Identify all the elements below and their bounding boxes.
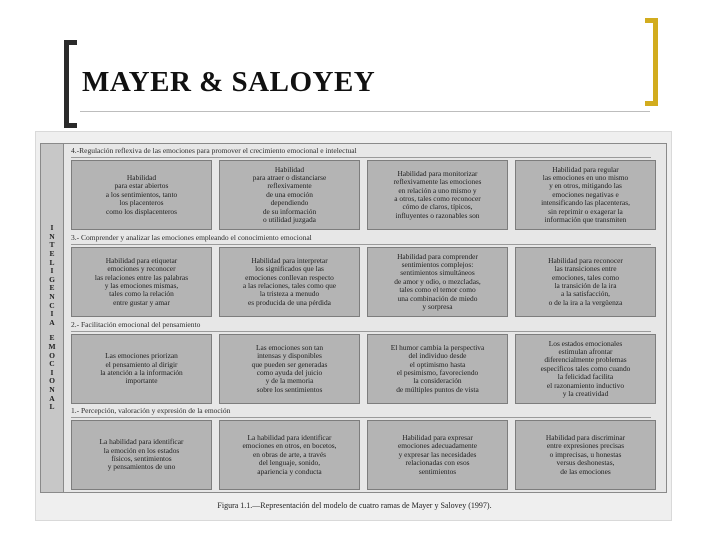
ability-text-line: reflexivamente las emociones <box>393 177 482 187</box>
ability-text-line: físicos, sentimientos <box>111 454 172 463</box>
side_label_bottom-letter: I <box>50 367 54 377</box>
ability-text-line: emociones, tales como <box>551 272 620 282</box>
ability-text-line: Habilidad para regular <box>552 164 619 174</box>
branch-header: 3.- Comprender y analizar las emociones empleando el conocimiento emocional <box>71 233 651 245</box>
ability-text-line: Las emociones priorizan <box>105 351 178 361</box>
ability-text-line: a otros, tales como reconocer <box>394 194 481 203</box>
ability-text-line: emociones y reconocer <box>107 264 176 274</box>
ability-text-line: sobre los sentimientos <box>256 384 323 394</box>
ability-text-line: específicos tales como cuando <box>540 363 631 373</box>
ability-text-line: las relaciones entre las palabras <box>94 272 189 282</box>
side_label_bottom-letter: M <box>48 341 56 351</box>
ability-text-line: La habilidad para identificar <box>99 437 184 447</box>
ability-text-line: emociones en otros, en bocetos, <box>242 441 337 451</box>
ability-text-line: Los estados emocionales <box>548 338 623 348</box>
ability-text-line: en obras de arte, a través <box>252 449 327 459</box>
branch-header: 2.- Facilitación emocional del pensamiento <box>71 320 651 332</box>
ability-text-line: cómo de claros, típicos, <box>402 202 473 212</box>
ability-text-line: o imprecisas, u honestas <box>549 449 622 459</box>
ability-text-line: tales como el temor como <box>399 285 476 295</box>
side_label_top-letter: I <box>50 266 54 276</box>
ability-text-line: las transiciones entre <box>554 264 617 274</box>
ability-text-line: y en otros, mitigando las <box>549 181 622 191</box>
ability-text-line: del individuo desde <box>408 351 467 361</box>
ability-text-line: emociones conllevan respecto <box>245 272 334 282</box>
ability-text-line: importante <box>125 376 158 386</box>
ability-box <box>367 334 508 404</box>
ability-text-line: el razonamiento inductivo <box>546 380 625 390</box>
ability-box <box>71 420 212 490</box>
side-label-strip <box>41 144 64 492</box>
ability-text-line: de las emociones <box>560 466 611 476</box>
ability-text-line: sentimientos simultáneos <box>400 268 475 278</box>
ability-text-line: a las relaciones, tales como que <box>242 281 337 290</box>
ability-box <box>71 247 212 317</box>
title-bracket-left-top <box>64 40 77 45</box>
ability-text-line: diferencialmente problemas <box>544 355 627 365</box>
ability-text-line: el optimismo hasta <box>409 359 466 369</box>
ability-box <box>515 247 656 317</box>
ability-text-line: y expresar las necesidades <box>398 449 477 459</box>
ability-text-line: de múltiples puntos de vista <box>396 384 479 394</box>
title-bracket-right-bottom <box>645 101 658 106</box>
side_label_top-letter: E <box>49 283 55 293</box>
ability-text-line: emociones adecuadamente <box>398 441 477 451</box>
side_label_bottom-letter: O <box>49 350 55 360</box>
side_label_bottom-letter: N <box>49 384 55 394</box>
ability-text-line: los placenteros <box>119 198 164 208</box>
ability-box <box>219 247 360 317</box>
ability-text-line: Habilidad para reconocer <box>548 255 623 265</box>
ability-text-line: la tristeza a menudo <box>259 289 320 299</box>
ability-text-line: Habilidad <box>274 164 305 174</box>
ability-text-line: dependiendo <box>270 198 309 208</box>
ability-text-line: El humor cambia la perspectiva <box>390 342 485 352</box>
ability-box <box>219 160 360 230</box>
ability-text-line: Habilidad para expresar <box>402 432 473 442</box>
ability-text-line: de su información <box>262 206 317 216</box>
ability-text-line: las emociones en uno mismo <box>542 172 629 182</box>
ability-text-line: la emoción en los estados <box>103 445 180 455</box>
title-divider <box>80 111 650 112</box>
ability-text-line: del lenguaje, sonido, <box>258 458 321 468</box>
side_label_bottom-letter: E <box>49 333 55 343</box>
title-bracket-right-top <box>645 18 658 23</box>
side_label_top-letter: G <box>49 274 55 284</box>
title-bracket-left <box>64 40 69 128</box>
figure-caption: Figura 1.1.—Representación del modelo de cuatro ramas de Mayer y Salovey (1997). <box>217 501 492 510</box>
side_label_top-letter: A <box>49 317 55 327</box>
ability-text-line: La habilidad para identificar <box>247 432 332 442</box>
side_label_top-letter: L <box>49 257 55 267</box>
ability-text-line: a la satisfacción, <box>560 289 611 299</box>
ability-text-line: el pensamiento al dirigir <box>105 359 178 369</box>
ability-box <box>219 420 360 490</box>
ability-text-line: los significados que las <box>255 264 324 274</box>
ability-text-line: de una emoción <box>266 189 313 199</box>
ability-text-line: y las emociones mismas, <box>104 281 179 290</box>
ability-text-line: emociones negativas e <box>552 189 619 199</box>
side_label_top-letter: T <box>49 240 55 250</box>
side_label_bottom-letter: A <box>49 393 55 403</box>
ability-text-line: Habilidad para interpretar <box>251 255 328 265</box>
ability-text-line: apariencia y conducta <box>257 466 322 476</box>
side_label_top-letter: C <box>49 300 55 310</box>
ability-text-line: versus deshonestas, <box>556 458 615 468</box>
ability-text-line: como ayuda del juicio <box>256 368 323 377</box>
side_label_bottom-letter: O <box>49 376 55 386</box>
ability-text-line: intensificando las placenteras, <box>541 198 630 208</box>
ability-text-line: la atención a la información <box>100 368 183 377</box>
side_label_top-letter: N <box>49 231 55 241</box>
ability-text-line: Habilidad para comprender <box>397 251 478 261</box>
ability-text-line: la transición de la ira <box>554 281 617 290</box>
ability-text-line: entre expresiones precisas <box>546 441 625 451</box>
four-branch-diagram <box>40 143 667 493</box>
ability-text-line: tales como la relación <box>109 289 174 299</box>
side_label_top-letter: I <box>50 223 54 233</box>
side_label_top-letter: E <box>49 249 55 259</box>
title-bracket-right <box>653 18 658 106</box>
ability-box <box>219 334 360 404</box>
ability-text-line: para atraer o distanciarse <box>252 172 327 182</box>
ability-text-line: para estar abiertos <box>114 181 169 191</box>
ability-text-line: Habilidad para etiquetar <box>105 255 178 265</box>
branch-header: 4.-Regulación reflexiva de las emociones para promover el crecimiento emocional e intelectual <box>71 146 651 158</box>
ability-text-line: estimulan afrontar <box>558 346 613 356</box>
side_label_top-letter: N <box>49 292 55 302</box>
ability-text-line: o de la ira a la vergüenza <box>548 297 623 307</box>
ability-box <box>515 420 656 490</box>
ability-text-line: entre gustar y amar <box>113 297 170 307</box>
ability-text-line: la consideración <box>413 376 462 386</box>
ability-text-line: una combinación de miedo <box>397 293 478 303</box>
ability-box <box>367 160 508 230</box>
title-bracket-left-bottom <box>64 123 77 128</box>
ability-box <box>515 160 656 230</box>
ability-box <box>367 420 508 490</box>
ability-text-line: relacionadas con esos <box>405 458 470 468</box>
ability-text-line: y sorpresa <box>422 302 453 312</box>
ability-text-line: en relación a uno mismo y <box>398 185 477 195</box>
ability-box <box>515 334 656 404</box>
side_label_bottom-letter: C <box>49 359 55 369</box>
ability-text-line: Las emociones son tan <box>255 342 324 352</box>
slide-title: MAYER & SALOYEY <box>82 66 376 98</box>
ability-text-line: el pesimismo, favoreciendo <box>396 368 479 377</box>
ability-text-line: Habilidad para monitorizar <box>397 168 478 178</box>
side_label_bottom-letter: L <box>49 402 55 412</box>
ability-text-line: y pensamientos de uno <box>107 462 176 472</box>
scanned-figure <box>35 131 672 521</box>
ability-text-line: es producida de una pérdida <box>248 297 331 307</box>
ability-text-line: sentimientos <box>418 466 457 476</box>
ability-text-line: sentimientos complejos: <box>401 259 474 269</box>
ability-box <box>367 247 508 317</box>
ability-box <box>71 334 212 404</box>
ability-text-line: intensas y disponibles <box>257 351 322 361</box>
ability-text-line: y de la memoria <box>265 376 314 386</box>
ability-box <box>71 160 212 230</box>
ability-text-line: información que transmiten <box>544 215 627 225</box>
branch-header: 1.- Percepción, valoración y expresión de la emoción <box>71 406 651 418</box>
ability-text-line: de amor y odio, o mezcladas, <box>394 276 481 286</box>
ability-text-line: reflexivamente <box>267 181 312 191</box>
ability-text-line: Habilidad <box>126 172 157 182</box>
ability-text-line: como los displacenteros <box>105 206 178 216</box>
side_label_top-letter: I <box>50 309 54 319</box>
ability-text-line: sin reprimir o exagerar la <box>548 206 623 216</box>
ability-text-line: o utilidad juzgada <box>263 215 316 225</box>
ability-text-line: a los sentimientos, tanto <box>105 189 178 199</box>
ability-text-line: que pueden ser generadas <box>251 359 328 369</box>
ability-text-line: y la creatividad <box>562 389 609 399</box>
ability-text-line: la felicidad facilita <box>557 372 614 382</box>
ability-text-line: Habilidad para discriminar <box>545 432 626 442</box>
ability-text-line: influyentes o razonables son <box>395 210 480 220</box>
